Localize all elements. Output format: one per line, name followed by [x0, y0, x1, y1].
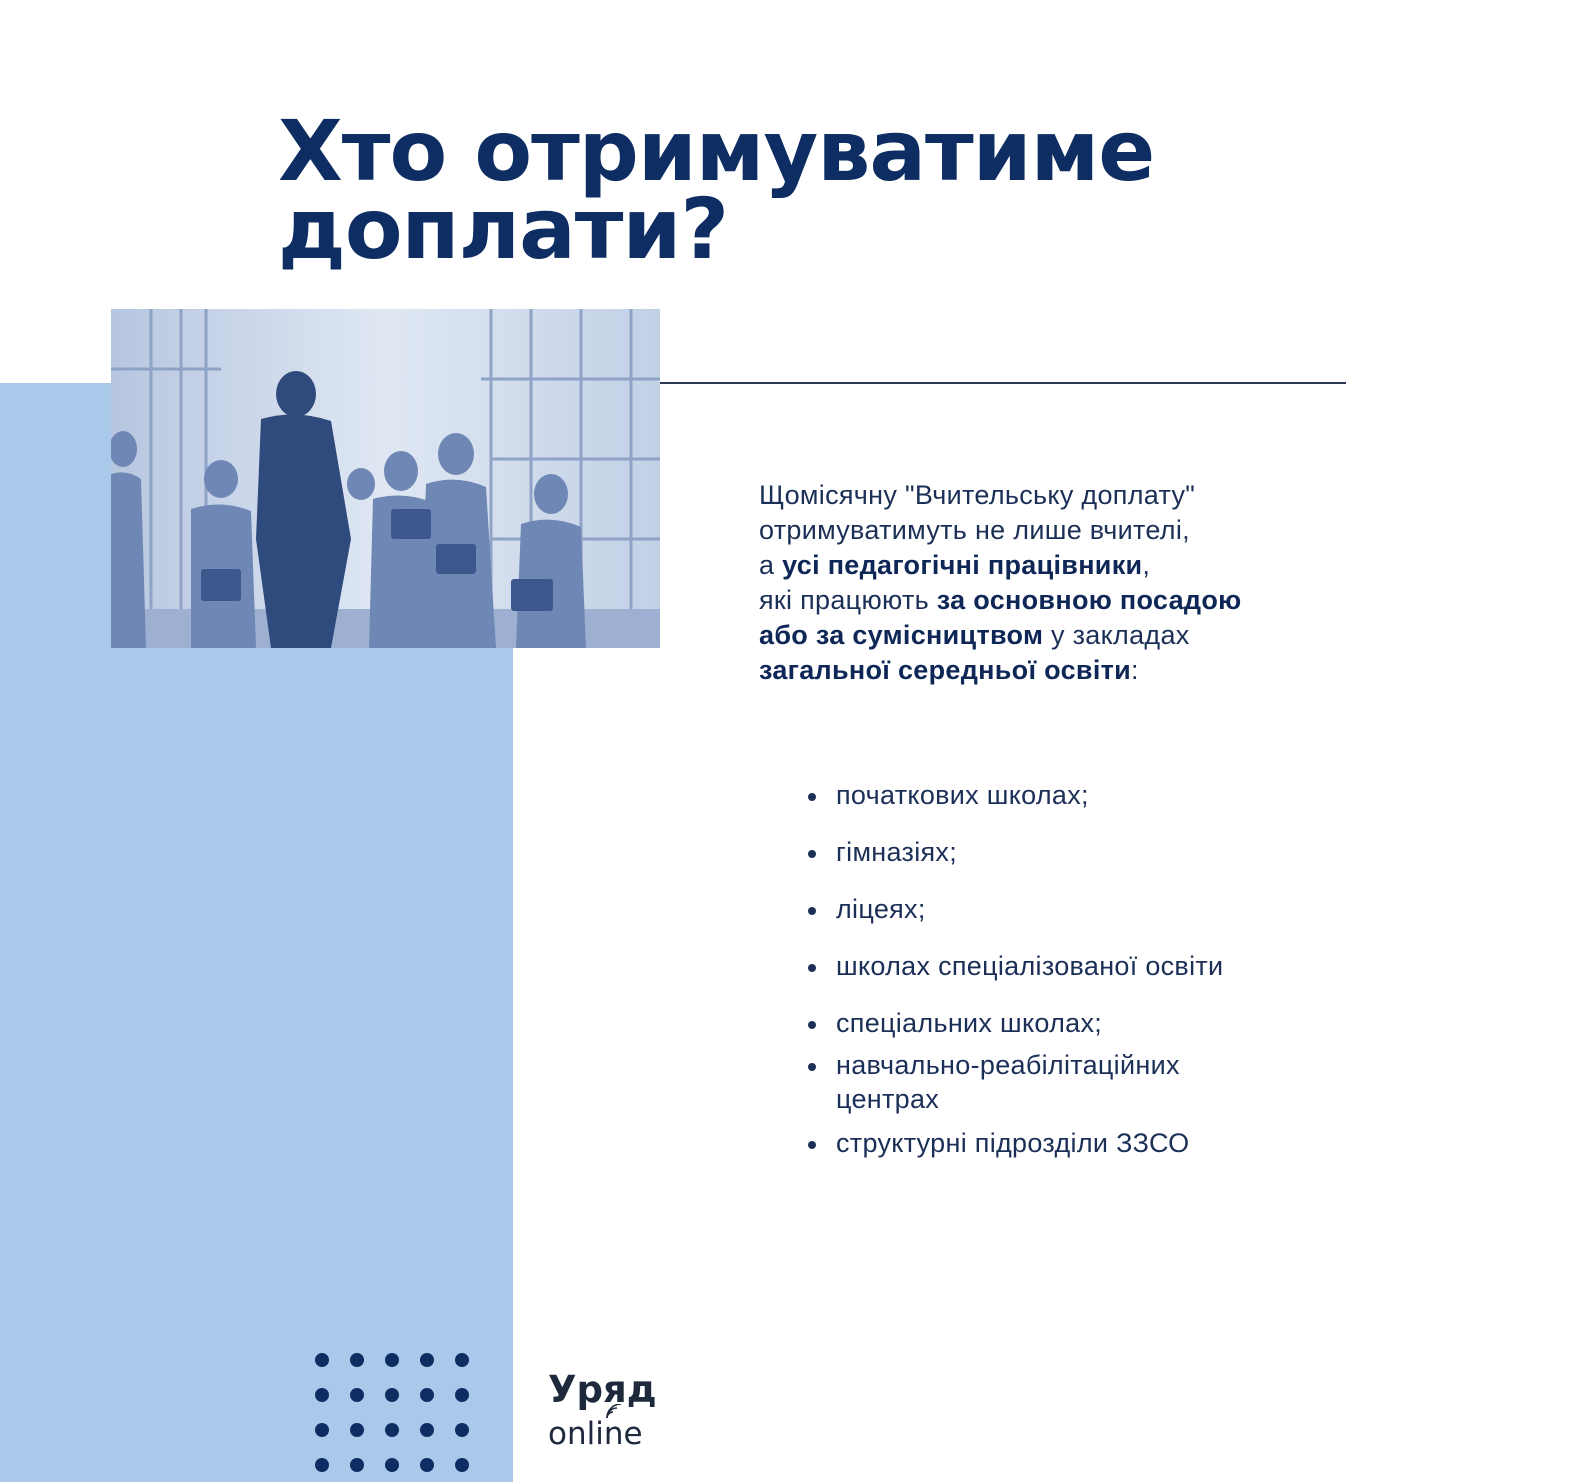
intro-line-1: Щомісячну "Вчительську доплату" — [759, 480, 1196, 510]
intro-line-3 — [759, 548, 1359, 583]
intro-text: а — [759, 550, 783, 580]
intro-line-2: отримуватимуть не лише вчителі, — [759, 515, 1190, 545]
intro-emphasis: або за сумісництвом — [759, 620, 1044, 650]
intro-paragraph — [759, 478, 1359, 688]
logo-top-text: Уряд — [548, 1368, 657, 1411]
intro-line-4 — [759, 583, 1359, 618]
intro-line-5 — [759, 618, 1359, 653]
list-item: навчально-реабілітаційних центрах — [806, 1048, 1256, 1116]
list-item: ліцеях; — [806, 892, 1326, 926]
intro-emphasis: за основною посадою — [936, 585, 1242, 615]
logo-bottom-text: online — [548, 1416, 643, 1452]
intro-text: : — [1131, 655, 1139, 685]
decorative-dot-grid — [315, 1353, 480, 1483]
divider-line — [660, 382, 1346, 384]
intro-text: , — [1142, 550, 1151, 580]
teacher-students-photo — [111, 309, 660, 648]
intro-text: у закладах — [1043, 620, 1190, 650]
intro-line-6 — [759, 653, 1359, 688]
intro-emphasis: загальної середньої освіти — [759, 655, 1132, 685]
list-item: структурні підрозділи ЗЗСО — [806, 1126, 1326, 1160]
title-line-1: Хто отримуватиме — [278, 102, 1155, 200]
list-item: гімназіях; — [806, 835, 1326, 869]
list-item: спеціальних школах; — [806, 1006, 1326, 1040]
uryad-online-logo — [548, 1368, 668, 1468]
intro-text: які працюють — [759, 585, 937, 615]
list-item: початкових школах; — [806, 778, 1326, 812]
title-line-2: доплати? — [278, 180, 729, 278]
intro-emphasis: усі педагогічні працівники — [782, 550, 1143, 580]
institution-list — [806, 778, 1326, 1160]
list-item: школах спеціалізованої освіти — [806, 949, 1326, 983]
page-title — [278, 102, 1155, 278]
